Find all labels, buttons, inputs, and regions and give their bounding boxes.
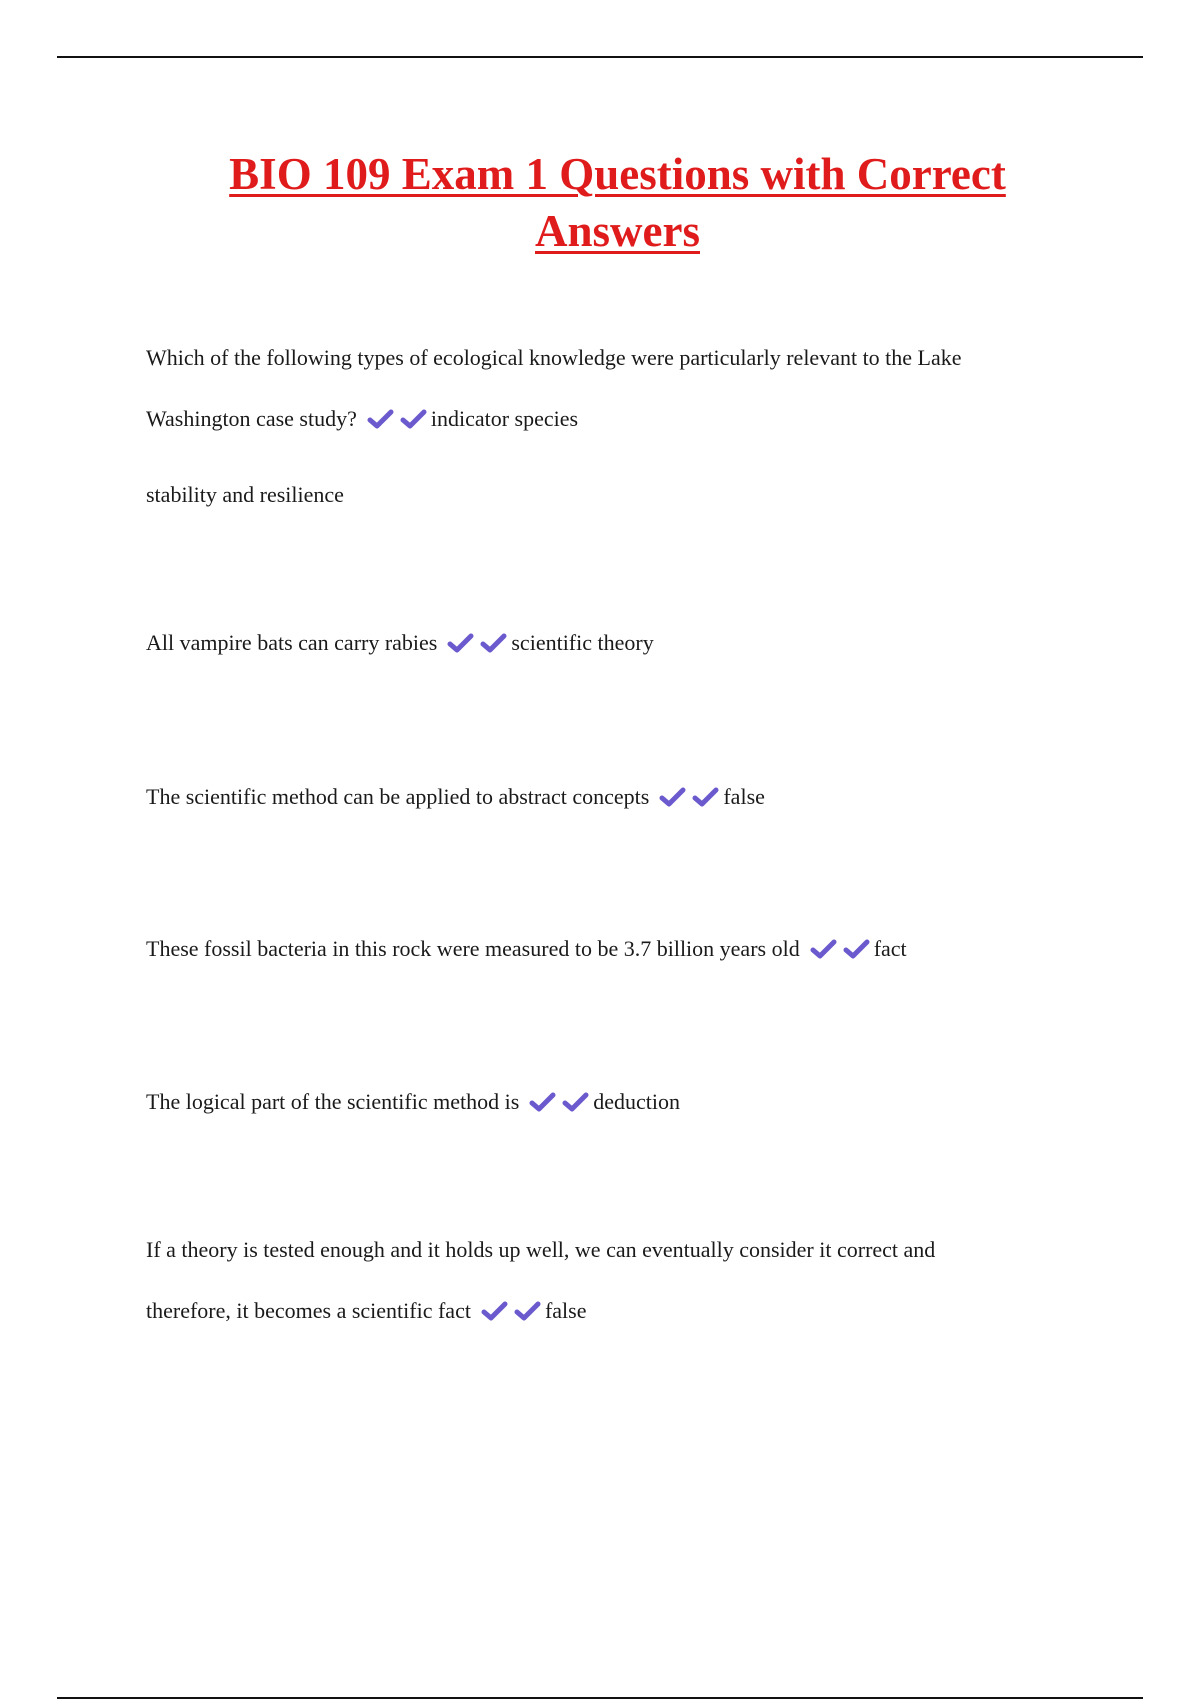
- question-text: These fossil bacteria in this rock were measured to be 3.7 billion years old: [146, 936, 800, 961]
- check-icon: [480, 633, 507, 653]
- question-line: [146, 918, 1106, 979]
- question-text: The scientific method can be applied to abstract concepts: [146, 784, 650, 809]
- answer-extra: stability and resilience: [146, 482, 344, 507]
- question-line: If a theory is tested enough and it holds up well, we can eventually consider it correct and: [146, 1237, 936, 1262]
- qa-item-2: [146, 612, 1106, 673]
- top-rule: [57, 56, 1143, 58]
- check-icon: [400, 409, 427, 429]
- answer-text: false: [723, 784, 765, 809]
- question-text: All vampire bats can carry rabies: [146, 630, 438, 655]
- double-check-icon: [481, 1301, 541, 1321]
- double-check-icon: [367, 409, 427, 429]
- question-line: [146, 612, 1106, 673]
- check-icon: [447, 633, 474, 653]
- answer-text: deduction: [593, 1089, 681, 1114]
- answer-text: indicator species: [430, 406, 579, 431]
- question-text: Washington case study?: [146, 406, 357, 431]
- qa-item-3: [146, 766, 1106, 827]
- qa-item-4: [146, 918, 1106, 979]
- check-icon: [562, 1092, 589, 1112]
- double-check-icon: [659, 787, 719, 807]
- double-check-icon: [529, 1092, 589, 1112]
- check-icon: [514, 1301, 541, 1321]
- answer-text: scientific theory: [511, 630, 654, 655]
- double-check-icon: [810, 939, 870, 959]
- check-icon: [692, 787, 719, 807]
- check-icon: [810, 939, 837, 959]
- qa-item-1: [146, 327, 1106, 449]
- answer-text: fact: [873, 936, 907, 961]
- check-icon: [843, 939, 870, 959]
- question-text: The logical part of the scientific method is: [146, 1089, 520, 1114]
- check-icon: [529, 1092, 556, 1112]
- qa-item-5: [146, 1071, 1106, 1132]
- page-title: BIO 109 Exam 1 Questions with Correct Answers: [229, 149, 1006, 256]
- answer-text: false: [544, 1298, 587, 1323]
- check-icon: [481, 1301, 508, 1321]
- question-line: [146, 1280, 1106, 1341]
- check-icon: [367, 409, 394, 429]
- check-icon: [659, 787, 686, 807]
- qa-item-6: [146, 1219, 1106, 1341]
- bottom-rule: [57, 1697, 1143, 1699]
- question-text: therefore, it becomes a scientific fact: [146, 1298, 471, 1323]
- double-check-icon: [447, 633, 507, 653]
- question-line: Which of the following types of ecological knowledge were particularly relevant to the Lake: [146, 345, 962, 370]
- question-line: [146, 1071, 1106, 1132]
- question-line: [146, 388, 1106, 449]
- question-line: [146, 766, 1106, 827]
